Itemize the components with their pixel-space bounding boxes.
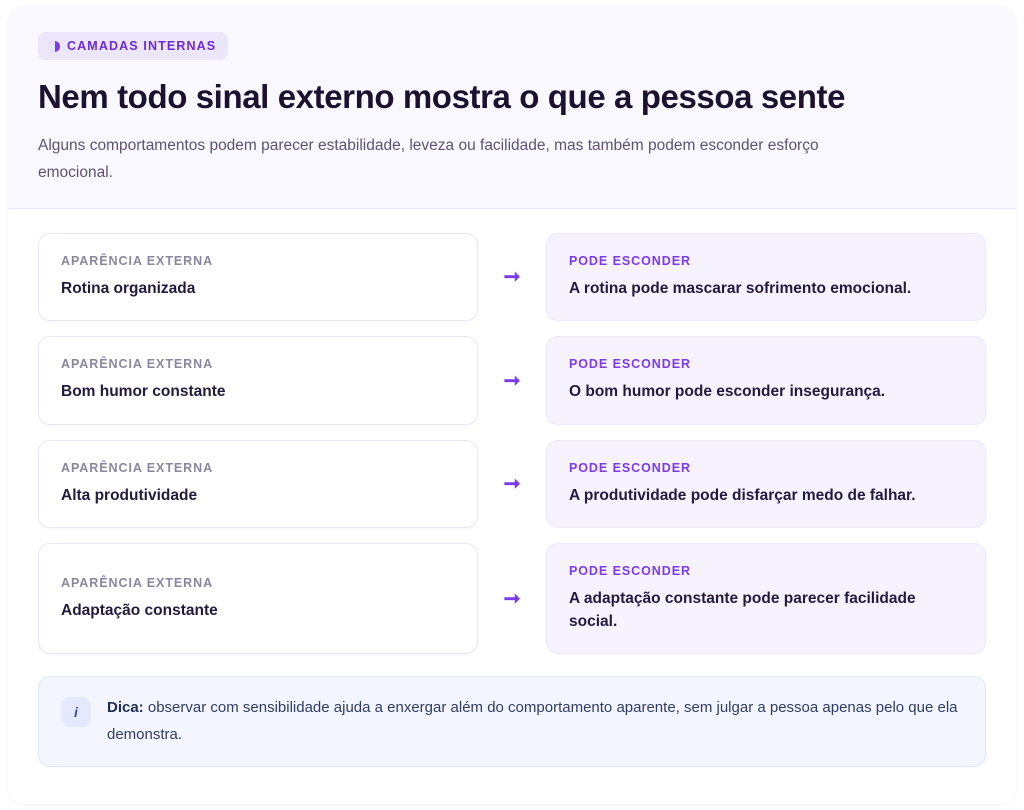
- tip-body: observar com sensibilidade ajuda a enxergar além do comportamento aparente, sem julgar a pessoa apenas pelo que ela demonstra.: [107, 699, 958, 743]
- external-appearance-label: APARÊNCIA EXTERNA: [61, 254, 214, 269]
- comparison-rows: [38, 233, 986, 654]
- tip-callout: [38, 676, 986, 767]
- external-appearance-value: Adaptação constante: [61, 601, 218, 619]
- arrow-right-icon: ➞: [503, 587, 521, 610]
- content-card: [8, 6, 1016, 804]
- info-icon: i: [61, 697, 91, 727]
- category-badge-label: CAMADAS INTERNAS: [67, 39, 217, 53]
- category-badge: [38, 32, 228, 60]
- hidden-meaning-value: A rotina pode mascarar sofrimento emocional.: [569, 280, 912, 298]
- external-appearance-card: [38, 543, 478, 655]
- external-appearance-value: Rotina organizada: [61, 280, 196, 298]
- hidden-meaning-card: [546, 543, 986, 655]
- hidden-meaning-value: A adaptação constante pode parecer facilidade social.: [569, 589, 916, 631]
- hidden-meaning-card: [546, 233, 986, 321]
- hidden-meaning-label: PODE ESCONDER: [569, 563, 691, 578]
- table-row: [38, 543, 986, 655]
- hidden-meaning-value: O bom humor pode esconder insegurança.: [569, 383, 886, 401]
- hidden-meaning-label: PODE ESCONDER: [569, 357, 691, 372]
- hidden-meaning-label: PODE ESCONDER: [569, 254, 691, 269]
- page-title: Nem todo sinal externo mostra o que a pessoa sente: [38, 78, 846, 115]
- tip-text: [107, 695, 963, 748]
- external-appearance-value: Bom humor constante: [61, 383, 226, 401]
- external-appearance-card: [38, 336, 478, 424]
- hidden-meaning-value: A produtividade pode disfarçar medo de falhar.: [569, 486, 916, 504]
- external-appearance-label: APARÊNCIA EXTERNA: [61, 357, 214, 372]
- tip-lead: Dica:: [107, 699, 144, 717]
- table-row: [38, 233, 986, 321]
- comparison-body: [8, 209, 1016, 804]
- arrow-right-icon: ➞: [503, 472, 521, 495]
- header: [8, 6, 1016, 209]
- arrow-right-icon: ➞: [503, 266, 521, 289]
- arrow-right-icon: ➞: [503, 369, 521, 392]
- external-appearance-card: [38, 440, 478, 528]
- external-appearance-value: Alta produtividade: [61, 486, 198, 504]
- hidden-meaning-label: PODE ESCONDER: [569, 460, 691, 475]
- hidden-meaning-card: [546, 336, 986, 424]
- external-appearance-card: [38, 233, 478, 321]
- external-appearance-label: APARÊNCIA EXTERNA: [61, 575, 214, 590]
- half-circle-icon: [49, 41, 60, 52]
- hidden-meaning-card: [546, 440, 986, 528]
- external-appearance-label: APARÊNCIA EXTERNA: [61, 460, 214, 475]
- page-subtitle: Alguns comportamentos podem parecer estabilidade, leveza ou facilidade, mas também podem esconder esforço emocional.: [38, 136, 819, 182]
- table-row: [38, 440, 986, 528]
- table-row: [38, 336, 986, 424]
